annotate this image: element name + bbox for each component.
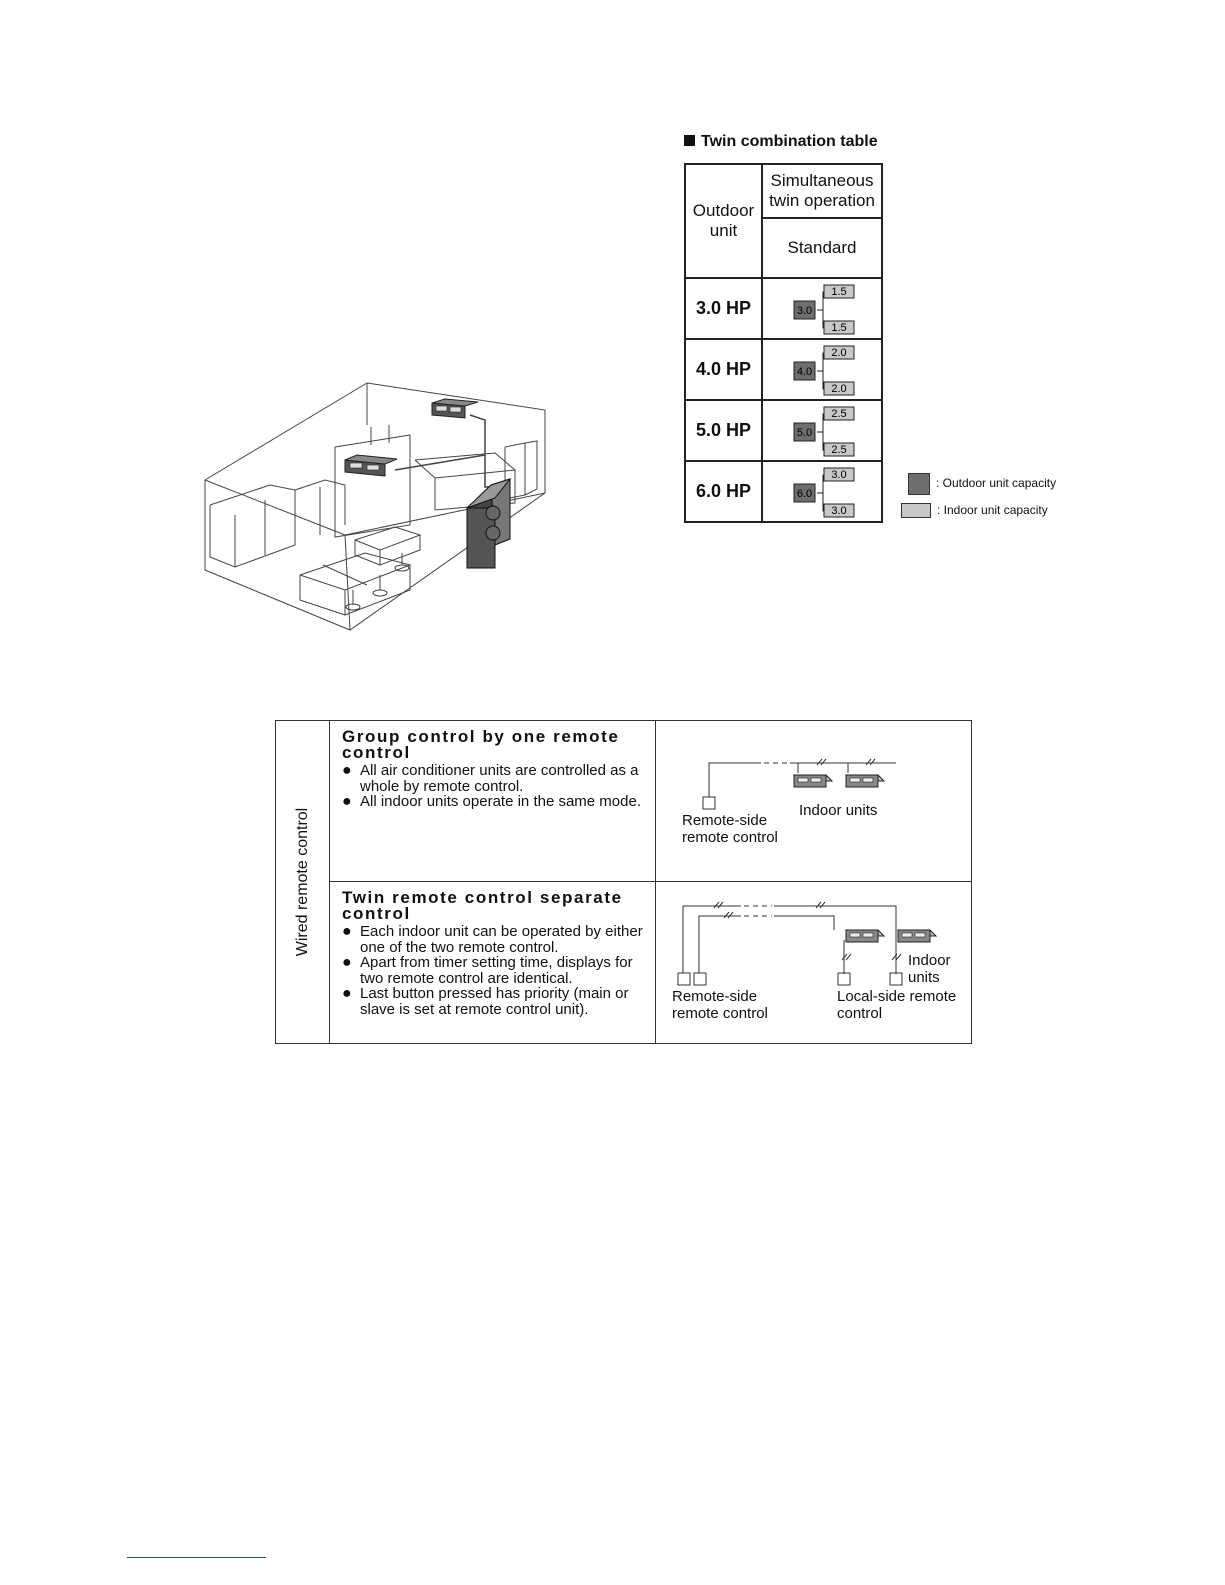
table-row bbox=[685, 278, 882, 339]
indoor-unit-icon bbox=[898, 930, 936, 942]
remote-control-table bbox=[275, 720, 972, 1044]
twin-table-title: Twin combination table bbox=[684, 133, 878, 151]
indoor-unit-icon bbox=[846, 775, 884, 787]
outdoor-capacity: 4.0 bbox=[796, 366, 813, 378]
remote-side-label: Remote-side remote control bbox=[682, 812, 778, 846]
office-illustration bbox=[195, 375, 555, 640]
hp-value: 6.0 HP bbox=[685, 461, 762, 522]
group-control-description bbox=[330, 721, 656, 882]
twin-control-description bbox=[330, 882, 656, 1044]
outdoor-unit-icon bbox=[467, 479, 510, 568]
remote-side-label: Remote-side remote control bbox=[672, 988, 768, 1022]
group-control-diagram bbox=[656, 721, 972, 882]
table-row bbox=[685, 461, 882, 522]
combination-diagram bbox=[762, 339, 882, 400]
indoor-capacity: 2.5 bbox=[831, 444, 847, 456]
twin-combination-table bbox=[684, 163, 883, 523]
combination-diagram bbox=[762, 461, 882, 522]
square-bullet-icon bbox=[684, 135, 695, 146]
indoor-capacity: 1.5 bbox=[831, 322, 847, 334]
indoor-capacity: 2.5 bbox=[831, 408, 847, 420]
local-side-label: Local-side remote control bbox=[837, 988, 957, 1022]
group-control-heading: Group control by one remote control bbox=[342, 727, 620, 762]
hp-value: 4.0 HP bbox=[685, 339, 762, 400]
bullet-dot-icon: ● bbox=[342, 923, 352, 940]
hp-value: 3.0 HP bbox=[685, 278, 762, 339]
header-outdoor-unit: Outdoor unit bbox=[685, 164, 762, 278]
list-item: ● Each indoor unit can be operated by either one of the two remote control. bbox=[342, 923, 643, 956]
indoor-units-label: Indoor units bbox=[799, 802, 878, 819]
indoor-capacity: 2.0 bbox=[831, 383, 847, 395]
list-item: ● Last button pressed has priority (main or slave is set at remote control unit). bbox=[342, 985, 629, 1018]
combination-diagram bbox=[762, 400, 882, 461]
header-simultaneous-operation: Simultaneous twin operation bbox=[762, 164, 882, 218]
bullet-dot-icon: ● bbox=[342, 793, 352, 810]
header-standard: Standard bbox=[762, 218, 882, 278]
footer-rule bbox=[127, 1557, 266, 1558]
table-row bbox=[685, 339, 882, 400]
table-row bbox=[685, 400, 882, 461]
indoor-capacity: 3.0 bbox=[831, 469, 847, 481]
indoor-swatch bbox=[901, 503, 931, 518]
side-label-cell bbox=[276, 721, 330, 1044]
indoor-capacity: 1.5 bbox=[831, 286, 847, 298]
indoor-capacity: 3.0 bbox=[831, 505, 847, 517]
indoor-unit-icon bbox=[846, 930, 884, 942]
legend-outdoor: : Outdoor unit capacity bbox=[908, 473, 1056, 495]
outdoor-capacity: 3.0 bbox=[796, 305, 813, 317]
bullet-dot-icon: ● bbox=[342, 954, 352, 971]
twin-control-heading: Twin remote control separate control bbox=[342, 888, 623, 923]
side-label: Wired remote control bbox=[293, 807, 311, 957]
outdoor-swatch bbox=[908, 473, 930, 495]
twin-control-diagram bbox=[656, 882, 972, 1044]
indoor-units-label: Indoor units bbox=[908, 952, 951, 986]
bullet-dot-icon: ● bbox=[342, 985, 352, 1002]
ceiling-unit-icon bbox=[345, 455, 397, 476]
combination-diagram bbox=[762, 278, 882, 339]
outdoor-capacity: 6.0 bbox=[796, 488, 813, 500]
hp-value: 5.0 HP bbox=[685, 400, 762, 461]
legend-indoor: : Indoor unit capacity bbox=[901, 503, 1048, 518]
list-item: ● All air conditioner units are controlled as a whole by remote control. bbox=[342, 762, 639, 795]
indoor-capacity: 2.0 bbox=[831, 347, 847, 359]
list-item: ● All indoor units operate in the same mode. bbox=[342, 793, 641, 810]
outdoor-capacity: 5.0 bbox=[796, 427, 813, 439]
indoor-unit-icon bbox=[794, 775, 832, 787]
bullet-dot-icon: ● bbox=[342, 762, 352, 779]
list-item: ● Apart from timer setting time, displays for two remote control are identical. bbox=[342, 954, 633, 987]
